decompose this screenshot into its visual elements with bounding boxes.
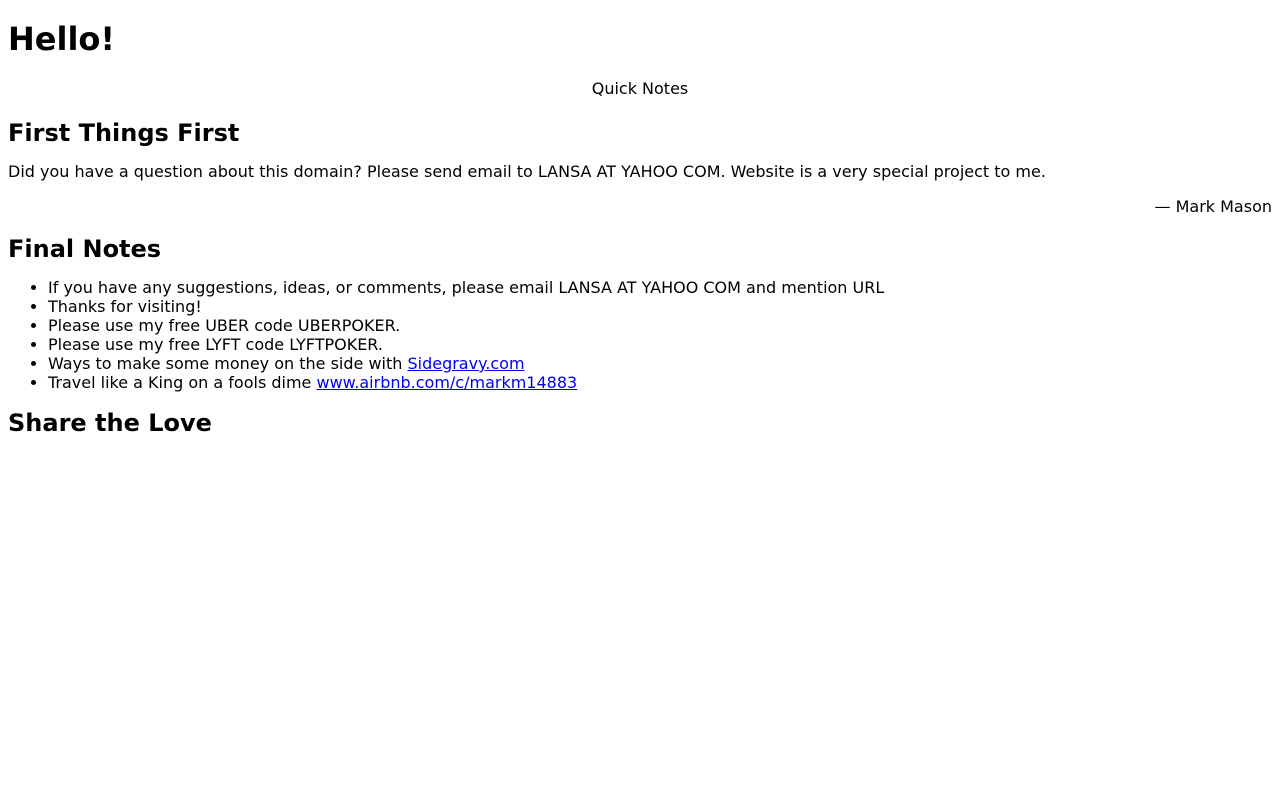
question-paragraph: Did you have a question about this domain? Please send email to LANSA AT YAHOO COM. Website is a very special project to me. [8, 162, 1046, 181]
page-title: Hello! [8, 20, 115, 58]
first-things-first-heading: First Things First [8, 119, 240, 147]
list-item-text: If you have any suggestions, ideas, or comments, please email LANSA AT YAHOO COM and mention URL [48, 278, 885, 297]
list-item [48, 373, 1272, 392]
list-item-text: Please use my free UBER code UBERPOKER. [48, 316, 401, 335]
airbnb-link[interactable]: www.airbnb.com/c/markm14883 [316, 373, 578, 392]
list-item [48, 316, 1272, 335]
sidegravy-link[interactable]: Sidegravy.com [407, 354, 525, 373]
final-notes-list [8, 278, 1272, 392]
list-item-text: Thanks for visiting! [48, 297, 202, 316]
list-item [48, 278, 1272, 297]
quick-notes-subtitle: Quick Notes [591, 79, 689, 98]
list-item-text: Ways to make some money on the side with [48, 354, 408, 373]
list-item [48, 335, 1272, 354]
list-item-text: Please use my free LYFT code LYFTPOKER. [48, 335, 383, 354]
final-notes-heading: Final Notes [8, 235, 162, 263]
share-the-love-heading: Share the Love [8, 409, 212, 437]
list-item-text: Travel like a King on a fools dime [48, 373, 317, 392]
list-item [48, 297, 1272, 316]
signature: — Mark Mason [1154, 197, 1272, 216]
list-item [48, 354, 1272, 373]
